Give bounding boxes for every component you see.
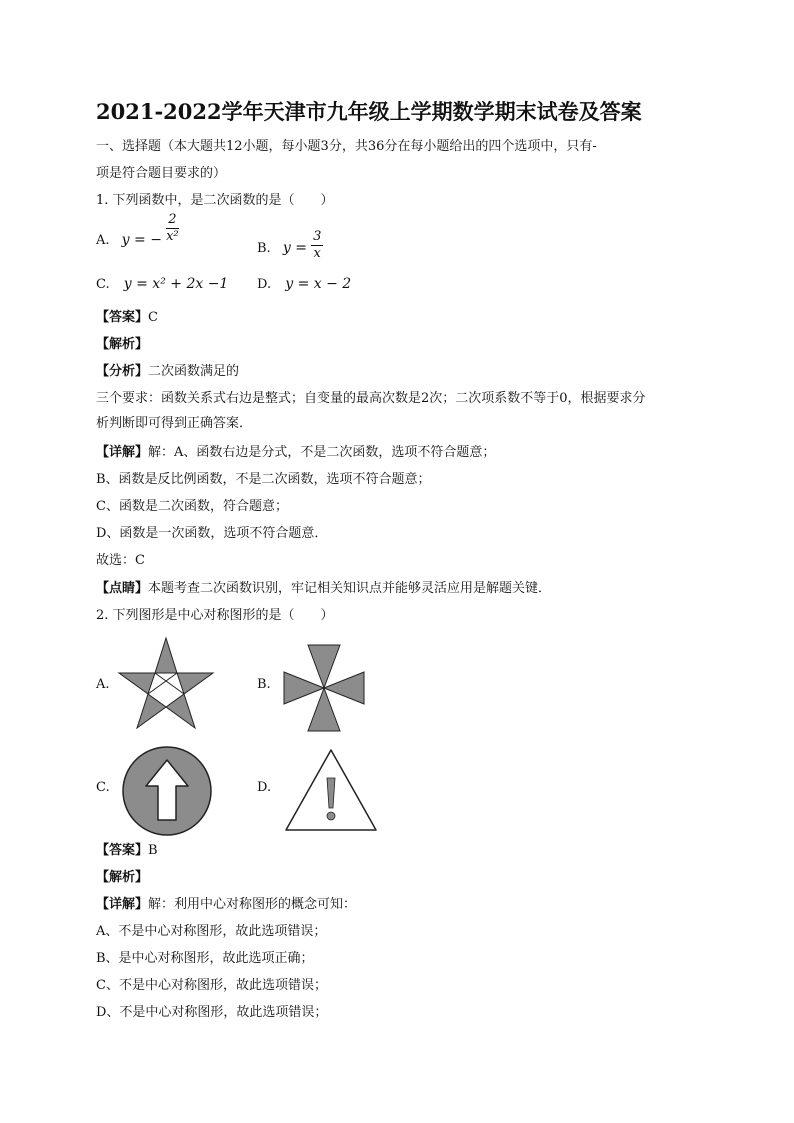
q2-detail	[96, 896, 356, 914]
q1-point	[96, 580, 551, 598]
q1-option-b-lhs: y =	[282, 240, 307, 256]
q1-option-d-expr: y = x − 2	[285, 276, 352, 292]
q1-option-a	[96, 212, 179, 248]
q1-option-c	[96, 276, 228, 292]
section-heading-line2: 项是符合题目要求的）	[96, 166, 227, 181]
q2-analysis-tag	[96, 869, 148, 887]
q1-fenxi-text: 二次函数满足的	[148, 364, 240, 379]
q2-line-d: D、不是中心对称图形，故此选项错误；	[96, 1005, 328, 1020]
q2-stem: 2. 下列图形是中心对称图形的是（ ）	[96, 608, 334, 623]
q1-option-d-label: D.	[257, 277, 272, 292]
q1-answer-tag: 【答案】	[96, 310, 149, 325]
q1-option-d	[257, 276, 351, 292]
star-figure-icon	[118, 636, 214, 728]
q1-option-b-fraction	[311, 229, 323, 262]
q2-option-a-label: A.	[96, 677, 110, 692]
q1-stem: 1. 下列函数中，是二次函数的是（ ）	[96, 193, 334, 208]
q2-answer	[96, 842, 158, 860]
q1-detail-d: D、函数是一次函数，选项不符合题意．	[96, 526, 328, 541]
q2-option-c-label: C.	[96, 780, 110, 795]
warning-triangle-icon	[284, 748, 378, 832]
q2-answer-value: B	[148, 843, 158, 858]
q1-answer	[96, 309, 158, 327]
q1-detail-a	[96, 444, 495, 462]
q1-detail-tag: 【详解】	[96, 445, 149, 460]
q2-analysis-label: 【解析】	[96, 870, 149, 885]
q1-fenxi	[96, 363, 239, 381]
q1-detail-a-text: 解：A、函数右边是分式，不是二次函数，选项不符合题意；	[148, 445, 496, 460]
q2-line-c: C、不是中心对称图形，故此选项错误；	[96, 978, 327, 993]
page-title: 2021-2022学年天津市九年级上学期数学期末试卷及答案	[96, 99, 642, 124]
q1-point-text: 本题考查二次函数识别，牢记相关知识点并能够灵活应用是解题关键．	[148, 581, 552, 596]
arrow-up-circle-icon	[122, 746, 212, 836]
q1-analysis-tag	[96, 336, 148, 354]
q2-option-b-label: B.	[257, 677, 271, 692]
q2-answer-tag: 【答案】	[96, 843, 149, 858]
q1-option-a-numerator: 2	[166, 212, 179, 229]
q1-option-b-numerator: 3	[313, 229, 322, 244]
q1-option-a-fraction	[166, 212, 179, 245]
q1-option-a-denominator: x²	[166, 229, 179, 244]
q2-line-a: A、不是中心对称图形，故此选项错误；	[96, 924, 327, 939]
q1-fenxi-line2: 三个要求：函数关系式右边是整式；自变量的最高次数是2次；二次项系数不等于0，根据要求分	[96, 391, 646, 406]
q1-option-b	[257, 229, 323, 265]
q1-answer-value: C	[148, 310, 158, 325]
q1-point-tag: 【点睛】	[96, 581, 149, 596]
q1-option-c-label: C.	[96, 277, 110, 292]
q1-option-c-expr: y = x² + 2x −1	[123, 276, 229, 292]
pinwheel-figure-icon	[284, 645, 364, 731]
q2-detail-text: 解：利用中心对称图形的概念可知：	[148, 897, 357, 912]
q1-option-a-label: A.	[96, 233, 110, 248]
q2-detail-tag: 【详解】	[96, 897, 149, 912]
section-heading-line1: 一、选择题（本大题共12小题，每小题3分，共36分在每小题给出的四个选项中，只有-	[96, 139, 597, 154]
q1-detail-b: B、函数是反比例函数，不是二次函数，选项不符合题意；	[96, 472, 431, 487]
q1-option-a-lhs: y = −	[121, 232, 162, 248]
q1-fenxi-line3: 析判断即可得到正确答案．	[96, 416, 253, 431]
q2-line-b: B、是中心对称图形，故此选项正确；	[96, 951, 314, 966]
q1-analysis-label: 【解析】	[96, 337, 149, 352]
q1-option-b-denominator: x	[313, 246, 321, 261]
q1-fenxi-tag: 【分析】	[96, 364, 149, 379]
q1-detail-c: C、函数是二次函数，符合题意；	[96, 499, 288, 514]
q1-option-b-label: B.	[257, 241, 271, 256]
q2-option-d-label: D.	[257, 780, 272, 795]
q1-choose: 故选：C	[96, 553, 145, 568]
